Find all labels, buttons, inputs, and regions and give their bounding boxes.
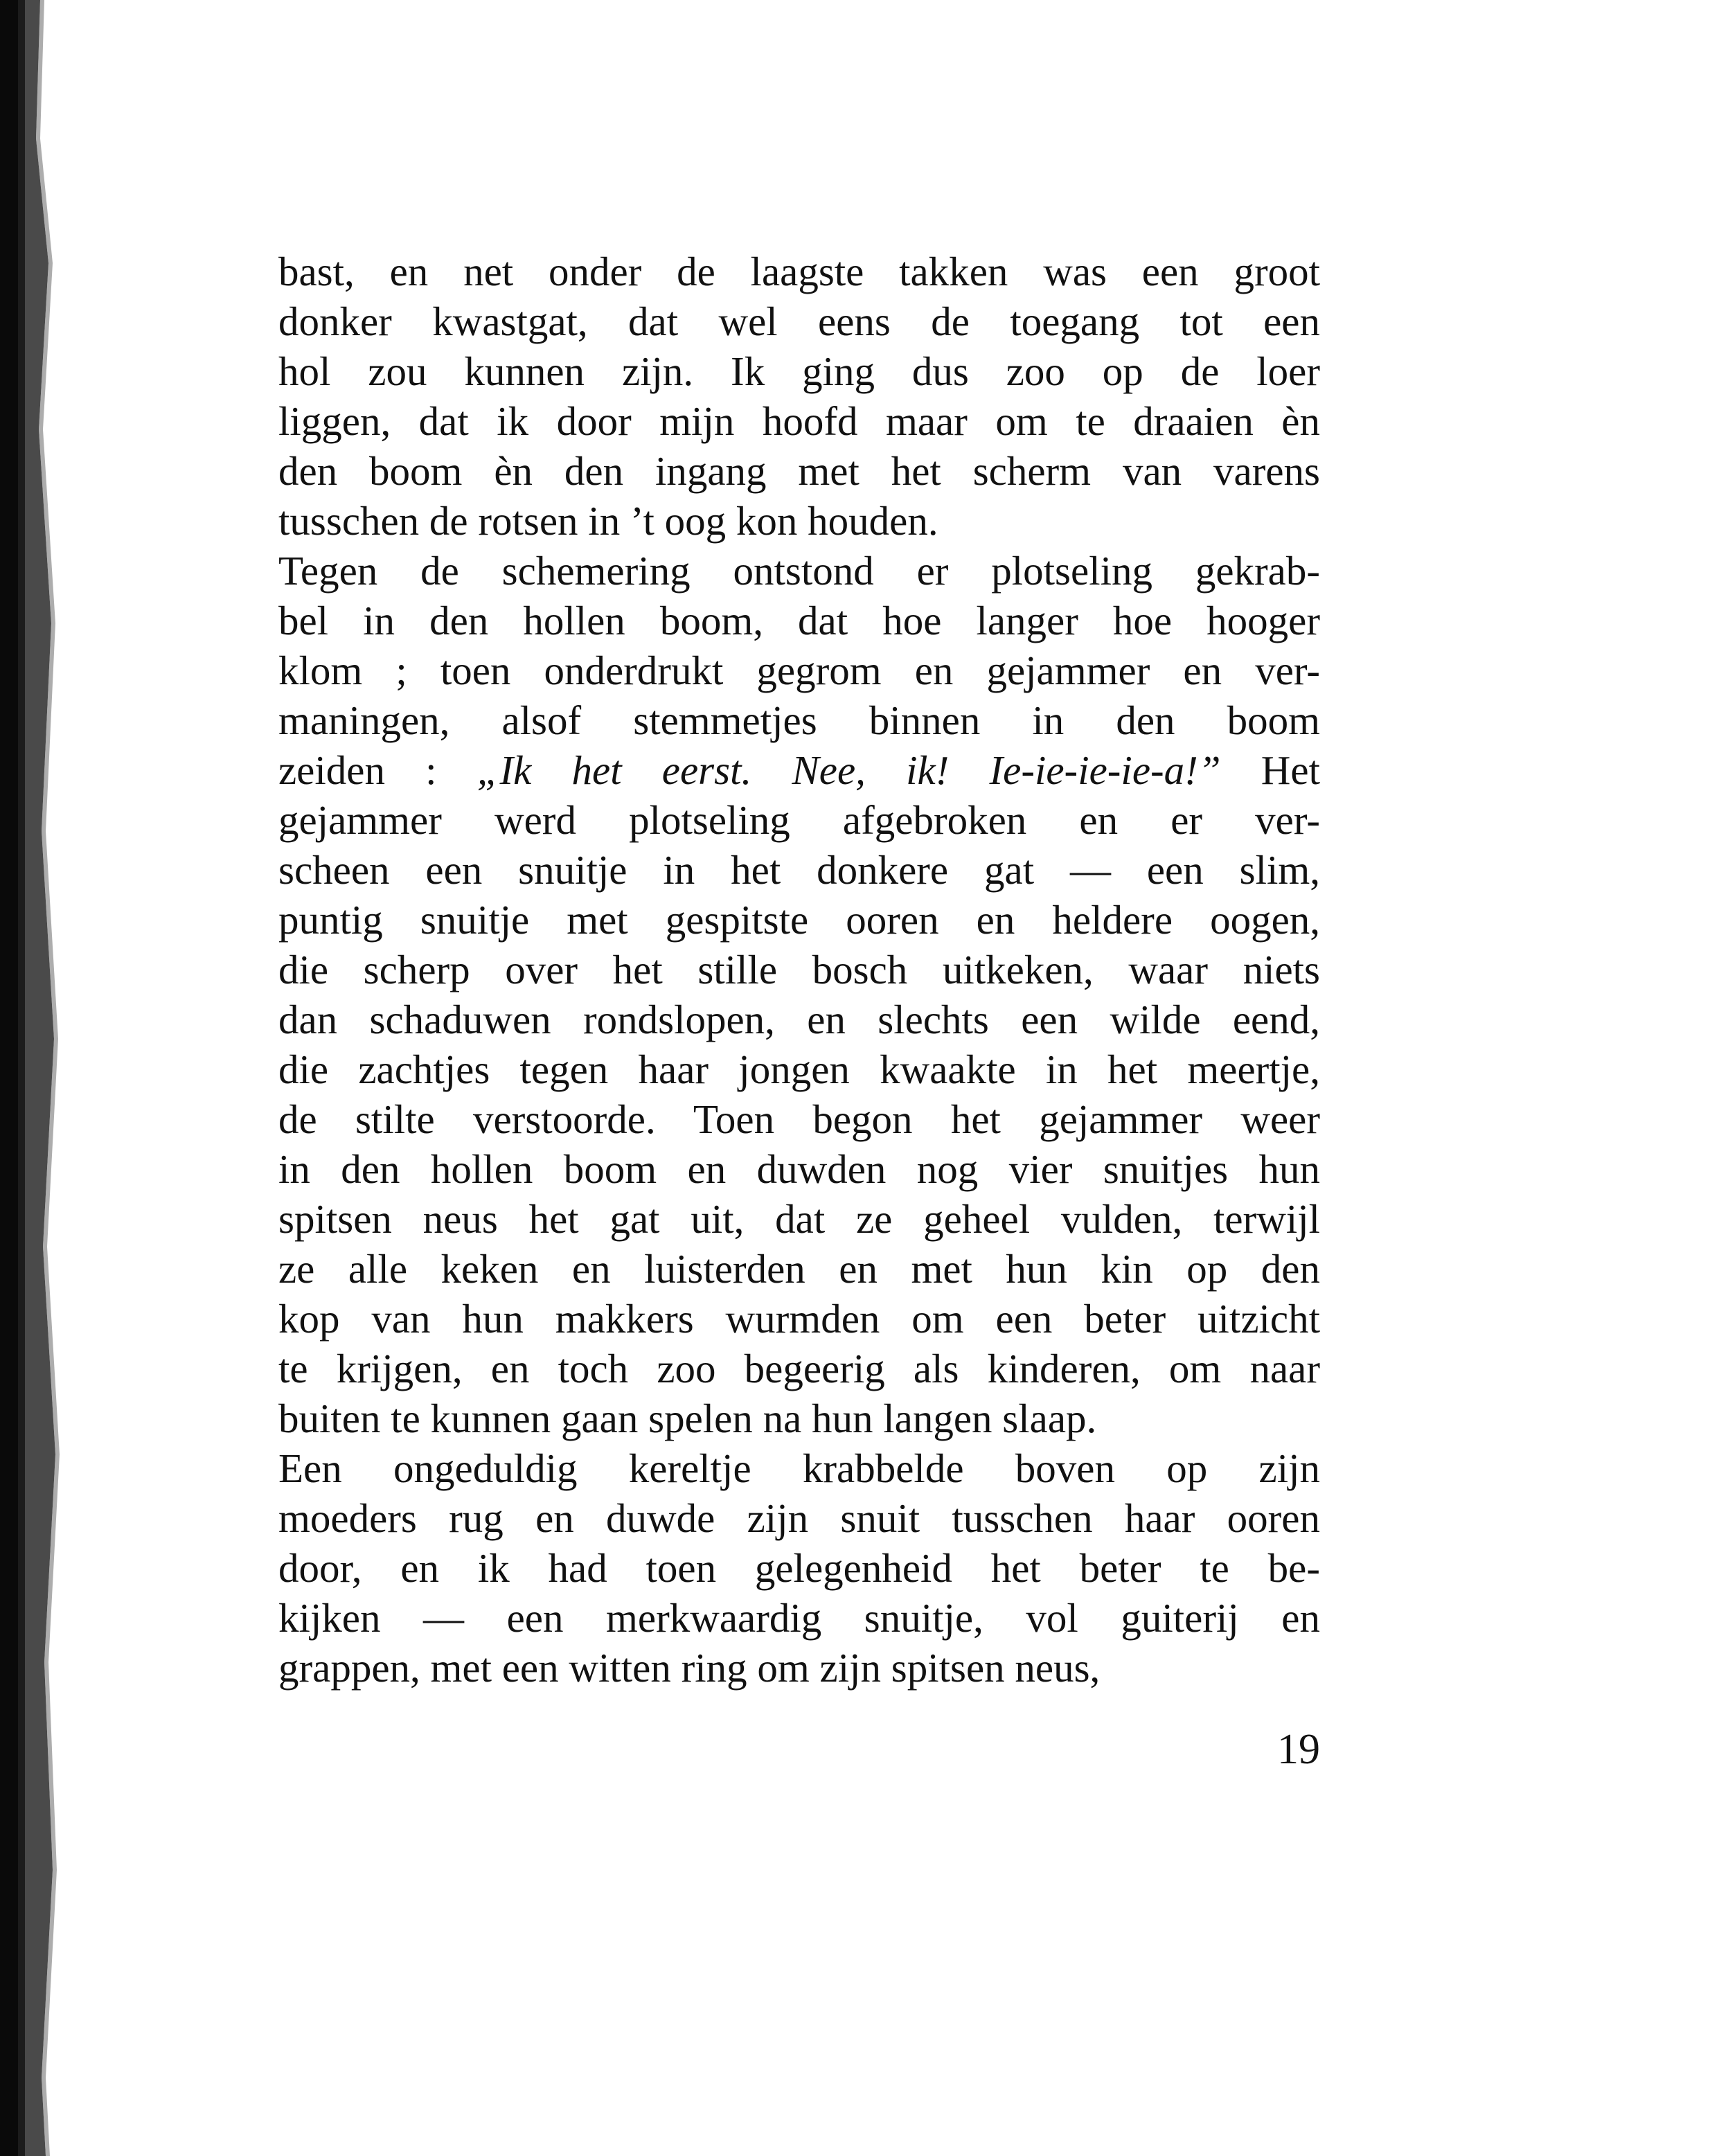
text-line: tusschen de rotsen in ’t oog kon houden. <box>278 498 938 544</box>
paragraph <box>278 546 1320 1443</box>
text-line: klom ; toen onderdrukt gegrom en gejammer en ver- <box>278 648 1320 693</box>
text-line: spitsen neus het gat uit, dat ze geheel vulden, terwijl <box>278 1196 1320 1242</box>
page-number: 19 <box>1277 1726 1320 1773</box>
spine-mid-band <box>18 0 25 2156</box>
text-line: hol zou kunnen zijn. Ik ging dus zoo op de loer <box>278 348 1320 394</box>
text-line: Tegen de schemering ontstond er plotseling gekrab- <box>278 548 1320 594</box>
text-segment: Het <box>1220 747 1320 793</box>
text-line: den boom èn den ingang met het scherm van varens <box>278 448 1320 494</box>
text-line: scheen een snuitje in het donkere gat — een slim, <box>278 847 1320 893</box>
text-line: liggen, dat ik door mijn hoofd maar om te draaien èn <box>278 398 1320 444</box>
text-line: dan schaduwen rondslopen, en slechts een wilde eend, <box>278 997 1320 1042</box>
text-line: gejammer werd plotseling afgebroken en er ver- <box>278 797 1320 843</box>
text-segment: zeiden : <box>278 747 477 793</box>
text-line: moeders rug en duwde zijn snuit tusschen haar ooren <box>278 1495 1320 1541</box>
text-line: kop van hun makkers wurmden om een beter uitzicht <box>278 1296 1320 1342</box>
text-line: bel in den hollen boom, dat hoe langer hoe hooger <box>278 598 1320 643</box>
spine-dark-band <box>0 0 18 2156</box>
text-line: maningen, alsof stemmetjes binnen in den boom <box>278 697 1320 743</box>
body-text <box>278 247 1320 1693</box>
text-line: Een ongeduldig kereltje krabbelde boven op zijn <box>278 1445 1320 1491</box>
book-spine-shadow <box>0 0 69 2156</box>
text-line: bast, en net onder de laagste takken was een groot <box>278 249 1320 294</box>
text-line: in den hollen boom en duwden nog vier snuitjes hun <box>278 1146 1320 1192</box>
italic-quote: „Ik het eerst. Nee, ik! Ie-ie-ie-ie-a!” <box>477 747 1221 793</box>
text-line: die zachtjes tegen haar jongen kwaakte in het meertje, <box>278 1046 1320 1092</box>
text-line: de stilte verstoorde. Toen begon het gejammer weer <box>278 1096 1320 1142</box>
text-line: grappen, met een witten ring om zijn spitsen neus, <box>278 1645 1101 1691</box>
text-line: kijken — een merkwaardig snuitje, vol guiterij en <box>278 1595 1320 1641</box>
paragraph <box>278 247 1320 546</box>
text-line: buiten te kunnen gaan spelen na hun langen slaap. <box>278 1396 1097 1441</box>
text-line <box>278 745 1320 795</box>
text-line: puntig snuitje met gespitste ooren en heldere oogen, <box>278 897 1320 943</box>
text-line: ze alle keken en luisterden en met hun kin op den <box>278 1246 1320 1292</box>
spine-rough-edge <box>25 0 55 2156</box>
text-line: donker kwastgat, dat wel eens de toegang tot een <box>278 299 1320 344</box>
paragraph <box>278 1443 1320 1693</box>
text-line: te krijgen, en toch zoo begeerig als kinderen, om naar <box>278 1346 1320 1391</box>
text-line: door, en ik had toen gelegenheid het beter te be- <box>278 1545 1320 1591</box>
text-line: die scherp over het stille bosch uitkeken, waar niets <box>278 947 1320 992</box>
